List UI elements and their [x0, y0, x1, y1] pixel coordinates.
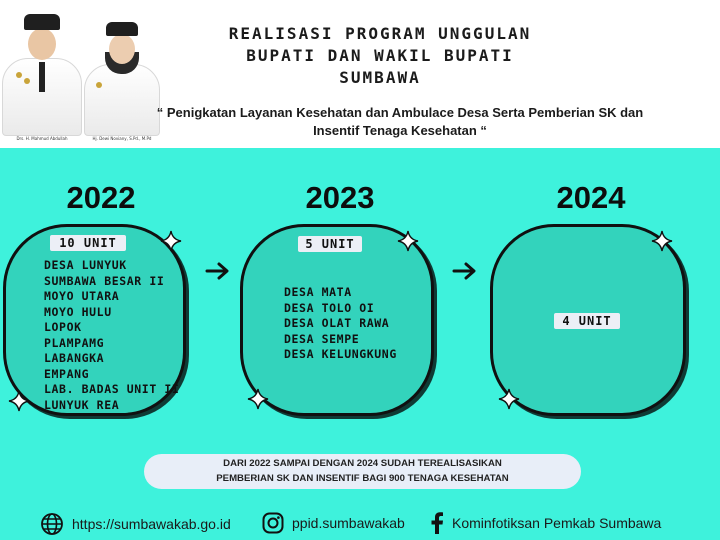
list-item: DESA OLAT RAWA	[284, 316, 390, 330]
sparkle-icon	[498, 388, 520, 410]
subtitle	[150, 104, 650, 140]
unit-count-badge-2024: 4 UNIT	[554, 313, 620, 329]
list-item: DESA MATA	[284, 285, 352, 299]
summary-line-2: PEMBERIAN SK DAN INSENTIF BAGI 900 TENAGA KESEHATAN	[216, 473, 509, 484]
sparkle-icon	[247, 388, 269, 410]
list-item: MOYO UTARA	[44, 289, 120, 303]
sparkle-icon	[651, 230, 673, 252]
bupati-portrait	[2, 6, 82, 148]
facebook-icon	[430, 512, 444, 534]
list-item: DESA KELUNGKUNG	[284, 347, 397, 361]
facebook-text: Kominfotiksan Pemkab Sumbawa	[452, 515, 662, 531]
subtitle-line-1: “ Penigkatan Layanan Kesehatan dan Ambulace Desa Serta Pemberian SK dan	[156, 105, 644, 120]
bupati-caption: Drs. H. Mahmud Abdullah	[16, 136, 68, 141]
village-list-2022	[44, 258, 179, 413]
year-2023-heading: 2023	[305, 180, 375, 215]
arrow-right-icon	[451, 260, 479, 282]
list-item: LABANGKA	[44, 351, 105, 365]
facebook-link[interactable]	[430, 512, 661, 534]
website-link[interactable]	[40, 512, 231, 536]
list-item: DESA TOLO OI	[284, 300, 375, 315]
arrow-right-icon	[204, 260, 232, 282]
header	[0, 0, 720, 148]
unit-count-badge-2022: 10 UNIT	[50, 235, 126, 251]
year-2022-heading: 2022	[66, 180, 136, 215]
list-item: SUMBAWA BESAR II	[44, 273, 165, 288]
list-item: EMPANG	[44, 366, 90, 381]
list-item: DESA LUNYUK	[44, 258, 127, 272]
year-2024-heading: 2024	[556, 180, 626, 215]
globe-icon	[40, 512, 64, 536]
list-item: MOYO HULU	[44, 304, 112, 319]
instagram-icon	[262, 512, 284, 534]
list-item: PLAMPAMG	[44, 335, 105, 350]
title-line-2: BUPATI DAN WAKIL BUPATI	[246, 46, 514, 65]
wakil-bupati-portrait	[84, 16, 160, 148]
title-line-3: SUMBAWA	[339, 68, 421, 87]
list-item: DESA SEMPE	[284, 331, 360, 346]
website-text: https://sumbawakab.go.id	[72, 516, 231, 532]
summary-line-1: DARI 2022 SAMPAI DENGAN 2024 SUDAH TEREALISASIKAN	[223, 458, 502, 469]
sparkle-icon	[397, 230, 419, 252]
instagram-text: ppid.sumbawakab	[292, 515, 405, 531]
title-line-1: REALISASI PROGRAM UNGGULAN	[228, 24, 532, 43]
sparkle-icon	[8, 390, 30, 412]
sparkle-icon	[160, 230, 182, 252]
village-list-2023	[284, 285, 397, 363]
wakil-bupati-caption: Hj. Dewi Noviany, S.Pd., M.Pd	[92, 136, 152, 141]
subtitle-line-2: Insentif Tenaga Kesehatan “	[313, 123, 487, 138]
list-item: LAB. BADAS UNIT II	[44, 382, 180, 396]
list-item: LUNYUK REA	[44, 397, 120, 412]
officials-portraits	[2, 6, 162, 148]
list-item: LOPOK	[44, 320, 82, 334]
summary-banner	[144, 454, 581, 489]
instagram-link[interactable]	[262, 512, 405, 534]
unit-count-badge-2023: 5 UNIT	[298, 236, 362, 252]
